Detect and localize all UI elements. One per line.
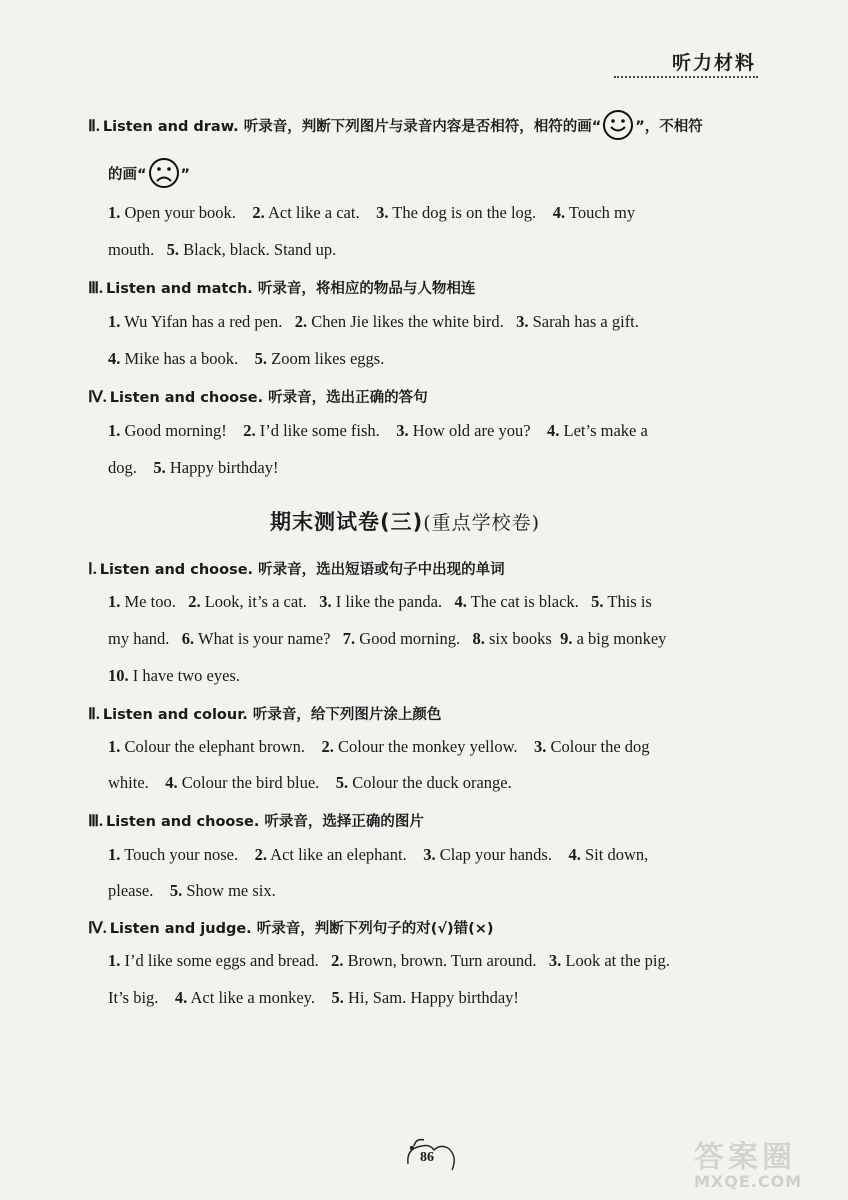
item-number: 4.: [547, 421, 560, 440]
section-heading-listen-judge: [88, 917, 494, 938]
item-text: Colour the monkey yellow.: [338, 737, 518, 756]
transcript-line: [108, 737, 650, 757]
item-text: 听录音，给下列图片涂上颜色: [252, 707, 442, 723]
item-number: 8.: [472, 629, 485, 648]
item-text: 听录音，将相应的物品与人物相连: [257, 281, 476, 297]
item-text: It’s big.: [108, 988, 159, 1007]
item-number: 3.: [534, 737, 547, 756]
item-number: 3.: [516, 312, 529, 331]
item-text: dog.: [108, 458, 137, 477]
item-number: 1.: [108, 737, 121, 756]
transcript-line: [108, 421, 648, 441]
item-text: Colour the bird blue.: [181, 773, 320, 792]
item-text: Ⅱ.: [88, 706, 100, 723]
sad-face-icon: [147, 156, 181, 194]
item-number: 2.: [254, 845, 267, 864]
item-text: my hand.: [108, 629, 170, 648]
header-divider: [614, 76, 758, 78]
section-heading-listen-draw-cont: [108, 156, 190, 194]
item-text: Touch my: [568, 203, 636, 222]
item-text: Wu Yifan has a red pen.: [124, 312, 283, 331]
watermark-url: MXQE.COM: [694, 1172, 803, 1191]
transcript-line: [108, 951, 670, 971]
page-header-title: 听力材料: [671, 52, 756, 74]
item-text: Touch your nose.: [124, 845, 239, 864]
item-text: ”: [180, 167, 191, 183]
item-text: a big monkey: [576, 629, 667, 648]
item-text: Ⅰ.: [88, 561, 97, 578]
item-text: Mike has a book.: [124, 349, 239, 368]
item-text: I’d like some fish.: [259, 421, 380, 440]
item-text: 听录音，选出正确的答句: [268, 390, 428, 406]
item-text: Listen and colour.: [102, 707, 248, 723]
item-text: Ⅳ.: [88, 389, 107, 406]
watermark-logo: [694, 1132, 834, 1190]
item-number: 4.: [174, 988, 188, 1007]
item-number: 7.: [342, 629, 356, 648]
item-text: Colour the dog: [550, 737, 650, 756]
item-text: Listen and choose.: [109, 390, 264, 406]
item-text: Colour the elephant brown.: [124, 737, 306, 756]
section-heading-listen-draw: [88, 108, 703, 146]
item-number: 2.: [188, 592, 201, 611]
item-text: Colour the duck orange.: [352, 773, 512, 792]
item-text: Happy birthday!: [169, 458, 279, 477]
item-number: 3.: [548, 951, 562, 970]
transcript-line: [108, 312, 639, 332]
transcript-line: [108, 629, 666, 649]
transcript-line: [108, 458, 278, 478]
item-number: 5.: [591, 592, 604, 611]
item-number: 5.: [166, 240, 180, 259]
item-text: 听录音，选出短语或句子中出现的单词: [258, 562, 505, 578]
item-text: 期末测试卷(三): [270, 510, 424, 534]
item-number: 3.: [319, 592, 332, 611]
item-number: 2.: [243, 421, 256, 440]
item-number: 10.: [108, 666, 129, 685]
section-heading-listen-choose-words: [88, 558, 505, 579]
item-number: 2.: [294, 312, 308, 331]
item-number: 3.: [396, 421, 409, 440]
smiley-face-icon: [601, 108, 635, 146]
item-text: Show me six.: [186, 881, 276, 900]
item-text: Chen Jie likes the white bird.: [311, 312, 504, 331]
transcript-line: [108, 203, 635, 223]
item-number: 5.: [153, 458, 166, 477]
item-text: I’d like some eggs and bread.: [124, 951, 319, 970]
item-text: I like the panda.: [335, 592, 443, 611]
item-text: Good morning!: [124, 421, 227, 440]
watermark-top-text: 答案圈: [694, 1140, 796, 1175]
item-number: 5.: [169, 881, 183, 900]
transcript-line: [108, 349, 384, 369]
item-number: 4.: [552, 203, 566, 222]
item-text: Good morning.: [359, 629, 461, 648]
item-text: Look at the pig.: [565, 951, 670, 970]
test-paper-title: [270, 506, 540, 536]
item-text: Brown, brown. Turn around.: [347, 951, 537, 970]
item-text: Ⅲ.: [88, 280, 104, 297]
item-text: Black, black. Stand up.: [183, 240, 337, 259]
item-number: 4.: [568, 845, 581, 864]
item-number: 5.: [331, 988, 344, 1007]
item-number: 1.: [108, 312, 121, 331]
item-number: 2.: [321, 737, 334, 756]
item-text: (重点学校卷): [423, 512, 541, 534]
item-text: Let’s make a: [563, 421, 648, 440]
item-text: The cat is black.: [470, 592, 579, 611]
item-number: 5.: [335, 773, 349, 792]
item-number: 1.: [108, 845, 121, 864]
page-number-badge: [398, 1134, 462, 1184]
section-heading-listen-choose: [88, 386, 428, 407]
item-text: Ⅲ.: [88, 813, 104, 830]
item-number: 6.: [181, 629, 195, 648]
item-text: 的画“: [108, 167, 147, 183]
item-text: Listen and choose.: [106, 814, 260, 830]
section-heading-listen-match: [88, 277, 475, 298]
item-text: Hi, Sam. Happy birthday!: [348, 988, 519, 1007]
item-number: 2.: [252, 203, 265, 222]
item-text: ”，不相符: [635, 119, 703, 135]
item-text: 听录音，判断下列句子的对(√)错(×): [256, 921, 494, 937]
transcript-line: [108, 881, 276, 901]
transcript-line: [108, 773, 512, 793]
item-text: 听录音，判断下列图片与录音内容是否相符，相符的画“: [243, 119, 602, 135]
item-number: 4.: [165, 773, 178, 792]
item-text: Open your book.: [124, 203, 236, 222]
item-text: Listen and judge.: [109, 921, 252, 937]
item-number: 1.: [108, 592, 121, 611]
item-text: please.: [108, 881, 154, 900]
item-text: The dog is on the log.: [392, 203, 537, 222]
item-text: What is your name?: [198, 629, 331, 648]
transcript-line: [108, 988, 519, 1008]
item-text: This is: [607, 592, 652, 611]
item-text: Look, it’s a cat.: [204, 592, 307, 611]
item-number: 1.: [108, 951, 121, 970]
item-text: six books: [489, 629, 552, 648]
item-text: mouth.: [108, 240, 155, 259]
item-text: white.: [108, 773, 149, 792]
item-number: 1.: [108, 421, 121, 440]
item-number: 5.: [254, 349, 268, 368]
transcript-line: [108, 666, 240, 686]
item-number: 2.: [331, 951, 344, 970]
item-number: 4.: [108, 349, 121, 368]
item-text: Act like a cat.: [267, 203, 360, 222]
item-text: Ⅱ.: [88, 118, 100, 135]
item-text: Ⅳ.: [88, 920, 107, 937]
item-text: Act like a monkey.: [190, 988, 315, 1007]
item-number: 4.: [454, 592, 467, 611]
item-number: 3.: [423, 845, 436, 864]
item-number: 1.: [108, 203, 121, 222]
transcript-line: [108, 240, 336, 260]
item-text: I have two eyes.: [132, 666, 240, 685]
item-text: Clap your hands.: [439, 845, 552, 864]
item-number: 9.: [560, 629, 573, 648]
item-text: Listen and draw.: [102, 119, 239, 135]
item-text: Zoom likes eggs.: [271, 349, 385, 368]
page-number: 86: [420, 1150, 434, 1165]
transcript-line: [108, 845, 648, 865]
item-number: 3.: [376, 203, 389, 222]
item-text: Sarah has a gift.: [532, 312, 639, 331]
item-text: Listen and match.: [106, 281, 253, 297]
item-text: Listen and choose.: [99, 562, 254, 578]
item-text: Me too.: [124, 592, 176, 611]
section-heading-listen-choose-pictures: [88, 810, 424, 831]
item-text: How old are you?: [412, 421, 531, 440]
item-text: Act like an elephant.: [270, 845, 407, 864]
section-heading-listen-colour: [88, 703, 441, 724]
transcript-line: [108, 592, 652, 612]
item-text: 听录音，选择正确的图片: [264, 814, 424, 830]
item-text: Sit down,: [584, 845, 649, 864]
